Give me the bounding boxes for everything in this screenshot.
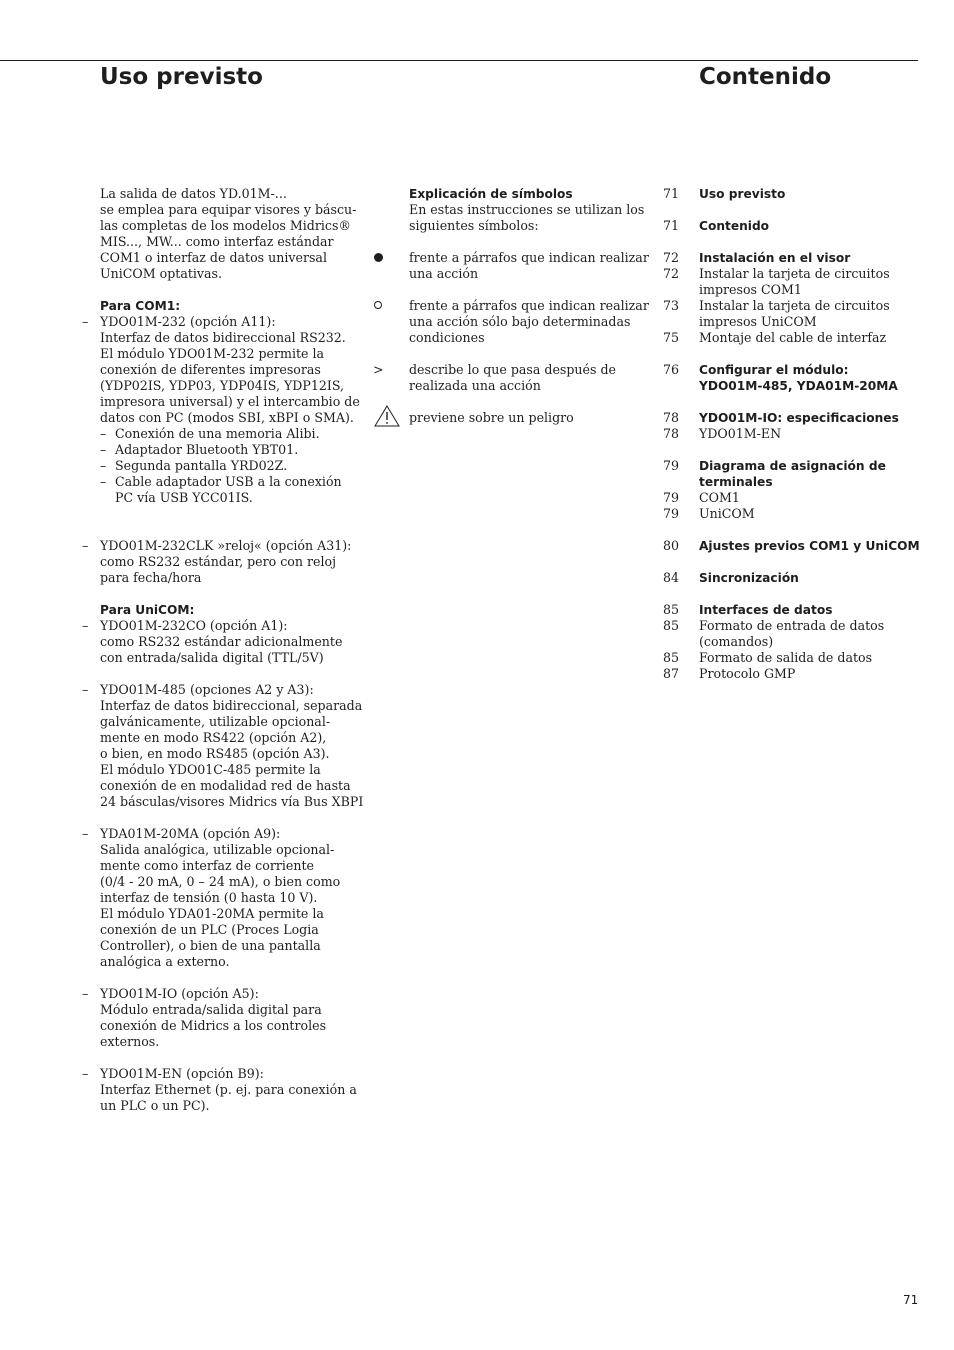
toc-group <box>650 538 918 554</box>
sub-list-item <box>100 442 348 458</box>
toc-title: Protocolo GMP <box>699 666 796 681</box>
toc-entry <box>650 426 918 442</box>
toc-title: COM1 <box>699 490 740 505</box>
text-line: Interfaz de datos bidireccional RS232. <box>100 330 346 345</box>
toc-entry <box>650 250 918 266</box>
toc-page-number: 71 <box>663 218 680 233</box>
toc-entry <box>650 570 918 586</box>
toc-title: Formato de salida de datos <box>699 650 873 665</box>
filled-bullet-icon <box>374 253 383 262</box>
text-line: conexión de en modalidad red de hasta <box>100 778 351 793</box>
toc-page-number: 79 <box>663 490 680 505</box>
dash-bullet: – <box>82 538 89 553</box>
toc-page-number: 76 <box>663 362 680 377</box>
toc-page-number: 79 <box>663 458 680 473</box>
list-item-ydo01m-485 <box>82 682 364 810</box>
toc-group <box>650 570 918 586</box>
text-line: externos. <box>100 1034 160 1049</box>
list-item-ydo01m-en <box>82 1066 357 1114</box>
text-line: UniCOM optativas. <box>100 266 223 281</box>
text-line: frente a párrafos que indican realizar <box>409 298 649 313</box>
text-line: galvánicamente, utilizable opcional- <box>100 714 331 729</box>
toc-page-number: 73 <box>663 298 680 313</box>
toc-entry <box>650 506 918 522</box>
toc-title: Contenido <box>699 219 770 233</box>
symbols-intro <box>370 186 645 234</box>
dash-bullet: – <box>100 442 107 457</box>
list-item-ydo01m-232co <box>82 618 348 666</box>
dash-bullet: – <box>82 682 89 697</box>
text-line: Módulo entrada/salida digital para <box>100 1002 322 1017</box>
text-line: conexión de Midrics a los controles <box>100 1018 327 1033</box>
toc-entry <box>650 666 918 682</box>
dash-bullet: – <box>82 1066 89 1081</box>
text-line: se emplea para equipar visores y báscu- <box>100 202 357 217</box>
list-item-yda01m-20ma <box>82 826 348 970</box>
text-line: La salida de datos YD.01M-... <box>100 186 287 201</box>
text-line: un PLC o un PC). <box>100 1098 210 1113</box>
text-line: (0/4 - 20 mA, 0 – 24 mA), o bien como <box>100 874 341 889</box>
toc-entry <box>650 490 918 506</box>
symbols-column <box>370 186 649 442</box>
toc-title: Diagrama de asignación de <box>699 459 886 473</box>
text-line: mente como interfaz de corriente <box>100 858 314 873</box>
sub-list-item <box>100 458 348 474</box>
toc-page-number: 72 <box>663 250 680 265</box>
dash-bullet: – <box>82 618 89 633</box>
toc-page-number: 85 <box>663 618 680 633</box>
toc-page-number: 78 <box>663 426 680 441</box>
text-line: datos con PC (modos SBI, xBPI o SMA). <box>100 410 354 425</box>
symbol-row-action <box>370 250 649 282</box>
page-title-uso-previsto: Uso previsto <box>100 64 263 90</box>
text-line: una acción <box>409 266 479 281</box>
text-line: El módulo YDO01C-485 permite la <box>100 762 321 777</box>
toc-title: impresos UniCOM <box>699 314 817 329</box>
toc-title: Instalar la tarjeta de circuitos <box>699 298 890 313</box>
toc-entry <box>650 330 918 346</box>
com1-heading: Para COM1: <box>100 299 181 313</box>
toc-page-number: 71 <box>663 186 680 201</box>
text-line: como RS232 estándar adicionalmente <box>100 634 343 649</box>
toc-group <box>650 218 918 234</box>
toc-page-number: 84 <box>663 570 680 585</box>
text-line: mente en modo RS422 (opción A2), <box>100 730 327 745</box>
text-line: siguientes símbolos: <box>409 218 539 233</box>
toc-title: terminales <box>699 475 773 489</box>
toc-title: Interfaces de datos <box>699 603 833 617</box>
toc-group <box>650 362 918 394</box>
toc-title: Montaje del cable de interfaz <box>699 330 887 345</box>
intro-paragraph <box>100 186 357 282</box>
dash-bullet: – <box>100 426 107 441</box>
toc-entry <box>650 186 918 202</box>
toc-page-number: 85 <box>663 650 680 665</box>
toc-group <box>650 602 918 682</box>
toc-title: YDO01M-EN <box>699 426 782 441</box>
text-line: Controller), o bien de una pantalla <box>100 938 321 953</box>
toc-title: (comandos) <box>699 634 774 649</box>
toc-entry <box>650 538 918 554</box>
text-line: Conexión de una memoria Alibi. <box>115 426 320 441</box>
toc-group <box>650 458 918 522</box>
toc-title: YDO01M-IO: especificaciones <box>699 411 899 425</box>
text-line: como RS232 estándar, pero con reloj <box>100 554 336 569</box>
intended-use-column <box>82 186 364 1130</box>
dash-bullet: – <box>82 826 89 841</box>
toc-title: Configurar el módulo: <box>699 363 849 377</box>
toc-group <box>650 250 918 346</box>
text-line: conexión de diferentes impresoras <box>100 362 321 377</box>
toc-entry <box>650 602 918 618</box>
text-line: describe lo que pasa después de <box>409 362 616 377</box>
toc-entry <box>650 314 918 330</box>
toc-entry <box>650 634 918 650</box>
text-line: COM1 o interfaz de datos universal <box>100 250 327 265</box>
list-item-ydo01m-232clk <box>82 538 352 586</box>
toc-title: Formato de entrada de datos <box>699 618 885 633</box>
toc-page-number: 87 <box>663 666 680 681</box>
toc-entry <box>650 650 918 666</box>
text-line: frente a párrafos que indican realizar <box>409 250 649 265</box>
symbol-row-warning <box>370 410 632 426</box>
text-line: (YDP02IS, YDP03, YDP04IS, YDP12IS, <box>100 378 345 393</box>
text-line: o bien, en modo RS485 (opción A3). <box>100 746 330 761</box>
toc-entry <box>650 362 918 378</box>
text-line: MIS..., MW... como interfaz estándar <box>100 234 334 249</box>
text-line: impresora universal) y el intercambio de <box>100 394 360 409</box>
text-line: Interfaz Ethernet (p. ej. para conexión a <box>100 1082 357 1097</box>
toc-title: Instalar la tarjeta de circuitos <box>699 266 890 281</box>
page-title-contenido: Contenido <box>699 64 832 90</box>
text-line: 24 básculas/visores Midrics vía Bus XBPI <box>100 794 364 809</box>
sub-list-item <box>100 426 348 442</box>
text-line: YDO01M-232CO (opción A1): <box>100 618 288 633</box>
open-bullet-icon <box>374 301 382 309</box>
toc-entry <box>650 410 918 426</box>
text-line: YDO01M-IO (opción A5): <box>100 986 259 1001</box>
toc-entry <box>650 378 918 394</box>
text-line: Cable adaptador USB a la conexión <box>115 474 342 489</box>
text-line: YDO01M-485 (opciones A2 y A3): <box>100 682 314 697</box>
text-line: El módulo YDA01-20MA permite la <box>100 906 324 921</box>
dash-bullet: – <box>100 458 107 473</box>
text-line: interfaz de tensión (0 hasta 10 V). <box>100 890 318 905</box>
dash-bullet: – <box>100 474 107 489</box>
dash-bullet: – <box>82 986 89 1001</box>
text-line: Segunda pantalla YRD02Z. <box>115 458 288 473</box>
toc-title: Instalación en el visor <box>699 251 851 265</box>
text-line: conexión de un PLC (Proces Logia <box>100 922 319 937</box>
text-line: realizada una acción <box>409 378 541 393</box>
toc-entry <box>650 618 918 634</box>
toc-title: YDO01M-485, YDA01M-20MA <box>699 379 898 393</box>
warning-triangle-icon <box>373 404 401 428</box>
text-line: En estas instrucciones se utilizan los <box>409 202 645 217</box>
text-line: El módulo YDO01M-232 permite la <box>100 346 325 361</box>
text-line: Interfaz de datos bidireccional, separada <box>100 698 363 713</box>
text-line: las completas de los modelos Midrics® <box>100 218 352 233</box>
sub-list-item <box>100 474 348 506</box>
toc-page-number: 79 <box>663 506 680 521</box>
header-rule <box>0 60 918 61</box>
greater-than-icon: > <box>373 362 384 377</box>
text-line: con entrada/salida digital (TTL/5V) <box>100 650 324 665</box>
toc-title: Ajustes previos COM1 y UniCOM <box>699 539 920 553</box>
text-line: YDA01M-20MA (opción A9): <box>100 826 281 841</box>
toc-group <box>650 186 918 202</box>
symbol-row-result <box>370 362 632 394</box>
text-line: previene sobre un peligro <box>409 410 574 425</box>
text-line: una acción sólo bajo determinadas <box>409 314 631 329</box>
toc-page-number: 72 <box>663 266 680 281</box>
toc-group <box>650 410 918 442</box>
text-line: condiciones <box>409 330 485 345</box>
text-line: para fecha/hora <box>100 570 202 585</box>
text-line: Salida analógica, utilizable opcional- <box>100 842 335 857</box>
toc-title: UniCOM <box>699 506 755 521</box>
toc-entry <box>650 458 918 474</box>
unicom-heading: Para UniCOM: <box>100 603 195 617</box>
symbol-row-conditional-action <box>370 298 649 346</box>
toc-entry <box>650 218 918 234</box>
table-of-contents <box>650 186 918 698</box>
toc-page-number: 85 <box>663 602 680 617</box>
toc-page-number: 80 <box>663 538 680 553</box>
symbols-heading: Explicación de símbolos <box>409 187 573 201</box>
toc-entry <box>650 266 918 282</box>
toc-title: impresos COM1 <box>699 282 802 297</box>
toc-title: Uso previsto <box>699 187 786 201</box>
toc-page-number: 75 <box>663 330 680 345</box>
toc-entry <box>650 282 918 298</box>
text-line: Adaptador Bluetooth YBT01. <box>115 442 299 457</box>
text-line: YDO01M-232 (opción A11): <box>100 314 276 329</box>
toc-entry <box>650 474 918 490</box>
text-line: analógica a externo. <box>100 954 230 969</box>
list-item-ydo01m-io <box>82 986 348 1050</box>
text-line: PC vía USB YCC01IS. <box>115 490 253 505</box>
dash-bullet: – <box>82 314 89 329</box>
text-line: YDO01M-EN (opción B9): <box>100 1066 264 1081</box>
toc-title: Sincronización <box>699 571 799 585</box>
toc-page-number: 78 <box>663 410 680 425</box>
page-number: 71 <box>903 1293 919 1307</box>
list-item-ydo01m-232 <box>82 314 360 506</box>
toc-entry <box>650 298 918 314</box>
text-line: YDO01M-232CLK »reloj« (opción A31): <box>100 538 352 553</box>
